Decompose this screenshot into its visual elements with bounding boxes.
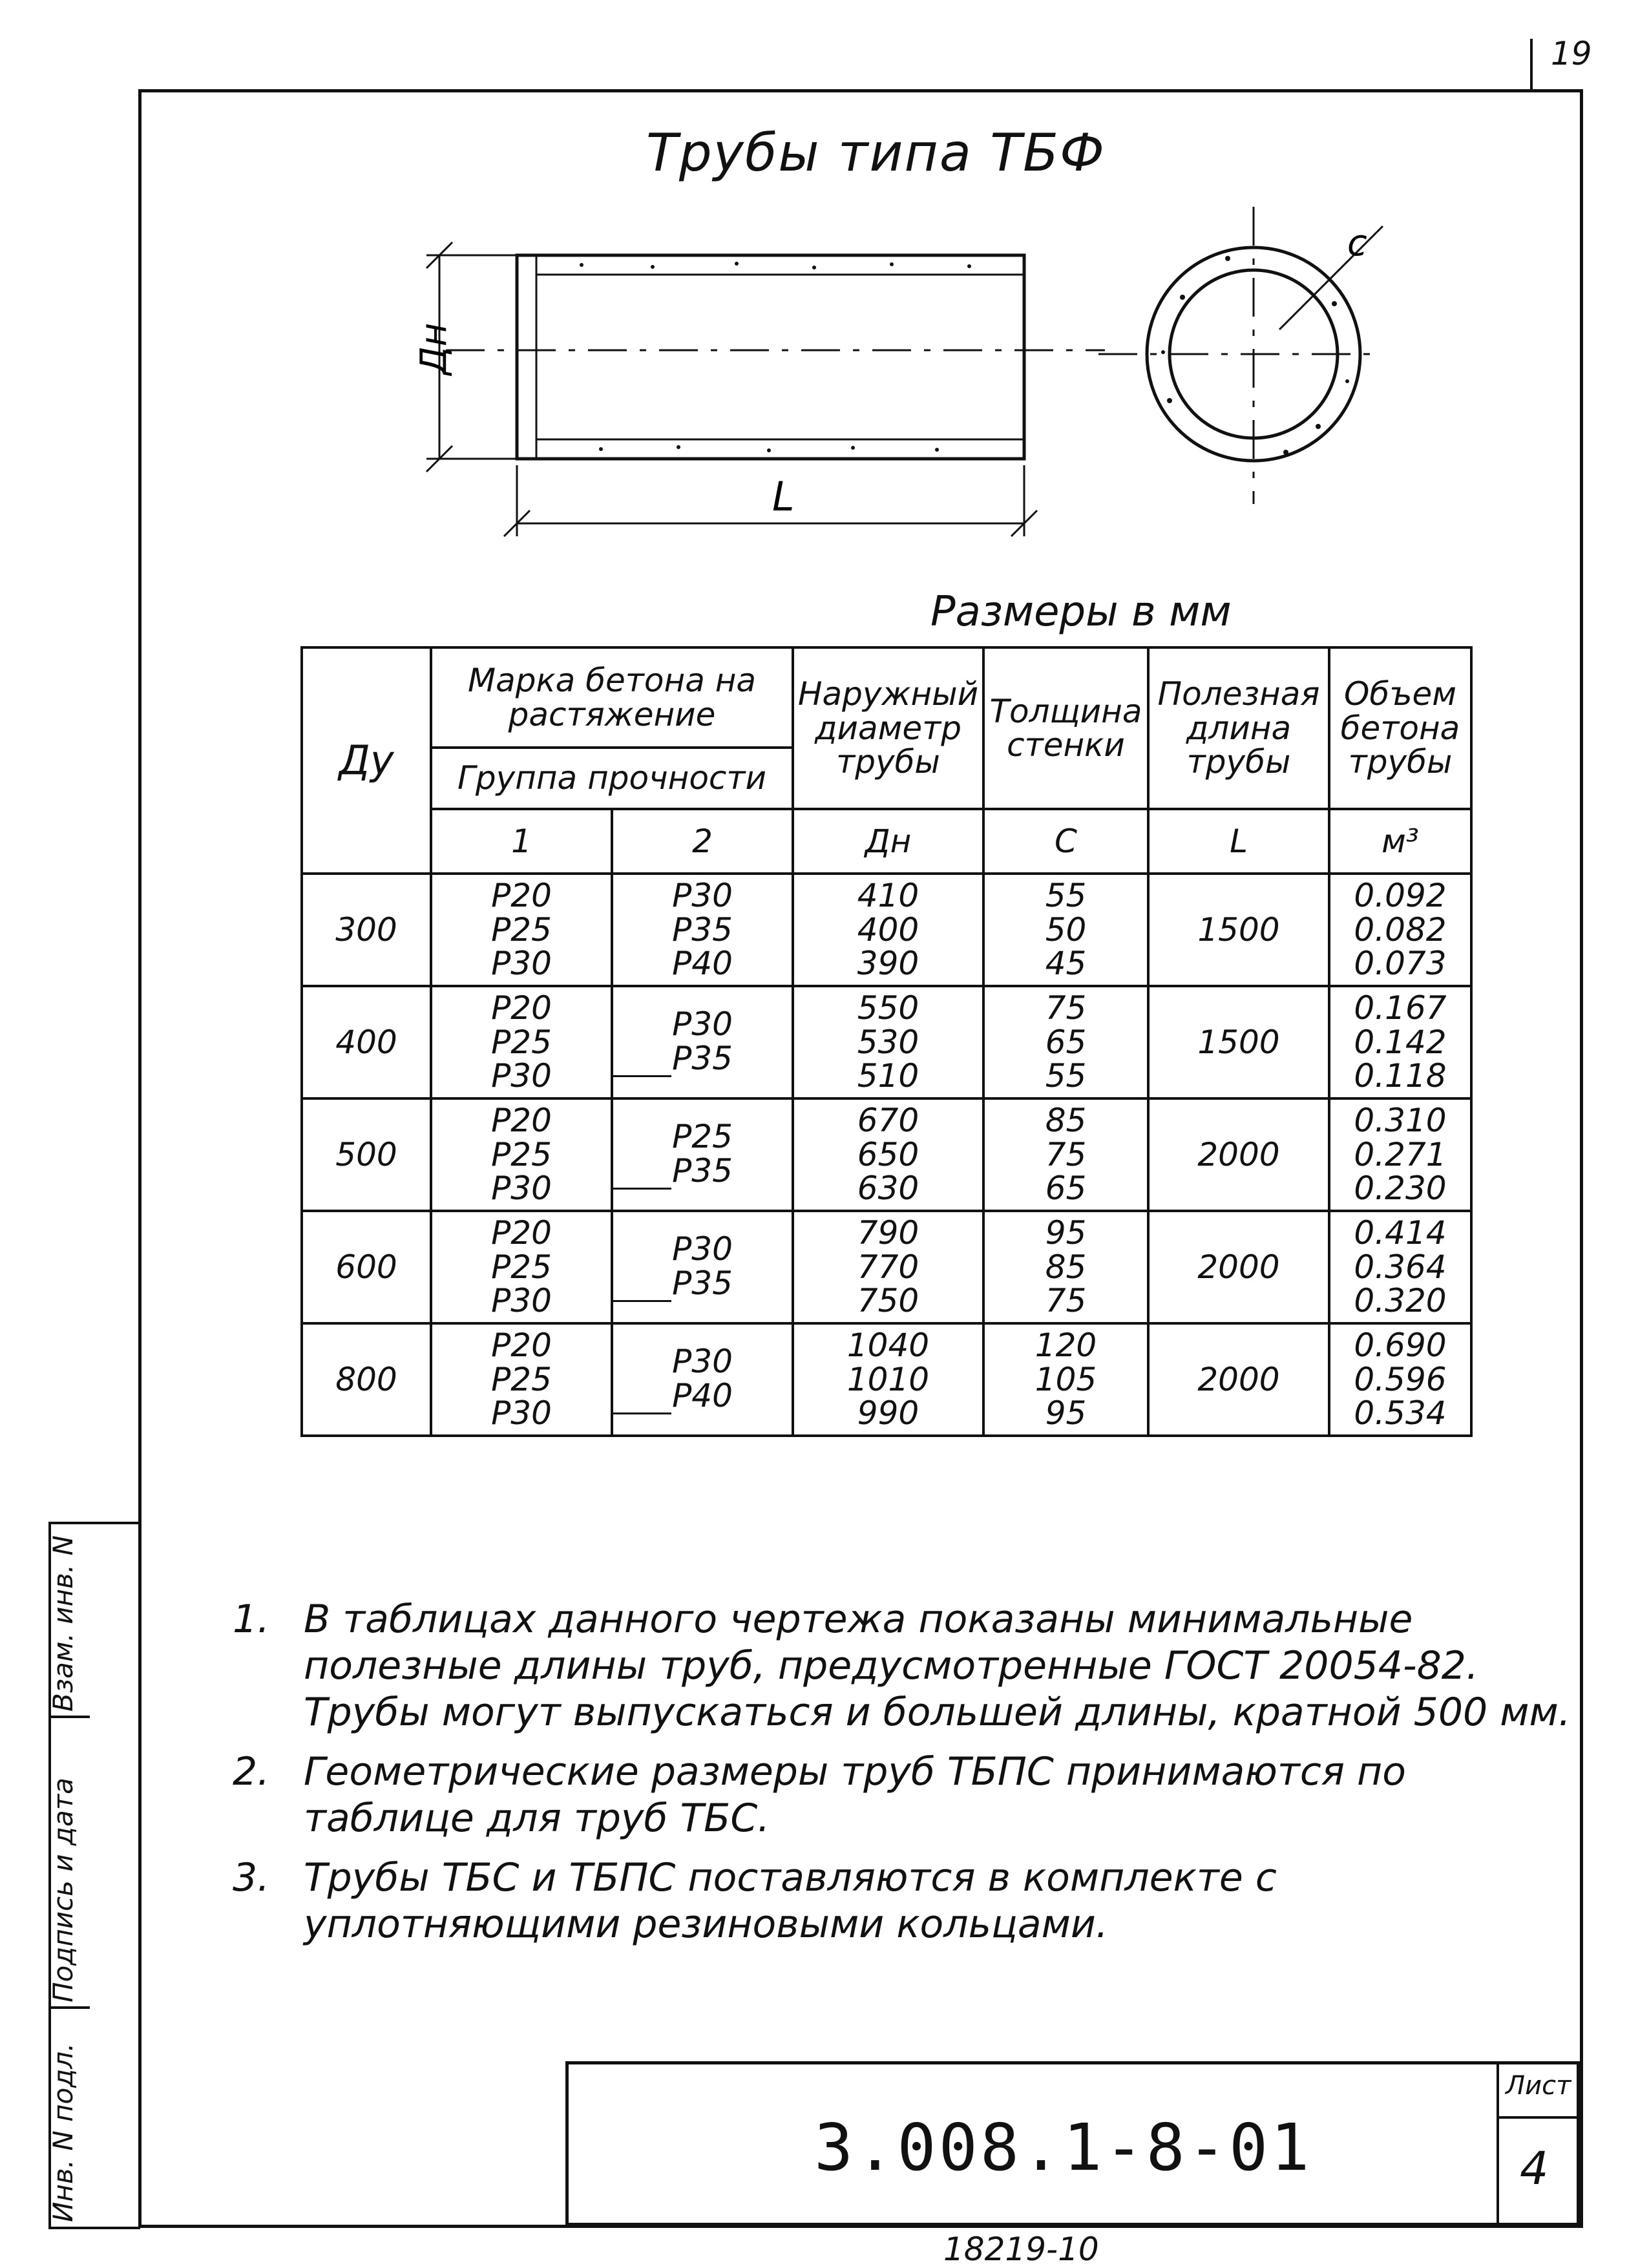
table-row [302, 1323, 1471, 1436]
cell-outer-diameter-value: 630 [857, 1170, 919, 1208]
table-row [302, 986, 1471, 1098]
cell-volume-value: 0.310 [1354, 1102, 1447, 1140]
cell-wall-thickness-value: 95 [1045, 1214, 1087, 1252]
cell-group-2-value: Р40 [672, 945, 733, 983]
cell-group-1-value: Р25 [491, 1360, 552, 1398]
pipe-spec-table [300, 646, 1473, 1437]
cell-useful-length: 1500 [1148, 986, 1329, 1098]
cell-group-2-value: Р35 [672, 1151, 733, 1190]
side-cell-vzam [47, 1524, 90, 1718]
cell-useful-length: 2000 [1148, 1211, 1329, 1323]
cell-group-2-value: Р35 [672, 910, 733, 949]
header-row-1 [302, 647, 1471, 748]
header-concrete-grade: Марка бетона на растяжение [431, 647, 793, 748]
cell-group-2-value: Р35 [672, 1264, 733, 1302]
cell-volume-value: 0.690 [1354, 1327, 1447, 1365]
header-strength-group: Группа прочности [431, 748, 793, 809]
cell-group-2 [612, 1211, 793, 1323]
cell-group-2 [612, 986, 793, 1098]
cell-volume-value: 0.092 [1354, 877, 1447, 915]
note-text: Трубы ТБС и ТБПС поставляются в комплекте с уплотняющими резиновыми кольцами. [304, 1855, 1277, 1947]
cell-wall-thickness-value: 55 [1045, 1057, 1087, 1095]
side-label-inv: Инв. N подл. [47, 2042, 79, 2222]
table-body [302, 874, 1471, 1436]
cell-group-1-value: Р20 [491, 1214, 552, 1252]
pipe-drawing [0, 0, 1649, 582]
cell-volume [1329, 1098, 1471, 1211]
cell-volume-value: 0.082 [1354, 910, 1447, 949]
cell-wall-thickness-value: 120 [1035, 1327, 1097, 1365]
cell-outer-diameter-value: 990 [857, 1394, 919, 1433]
note-1 [233, 1596, 1577, 1736]
cell-group-2 [612, 1098, 793, 1211]
cell-volume [1329, 1323, 1471, 1436]
cell-dy: 500 [302, 1098, 431, 1211]
cell-group-1-value: Р25 [491, 1248, 552, 1286]
cell-dy: 600 [302, 1211, 431, 1323]
dim-wall-leader [1279, 226, 1383, 330]
note-text: В таблицах данного чертежа показаны минимальные полезные длины труб, предусмотренные ГОСТ 20054-82. Трубы могут выпускаться и большей длины, кратной 500 мм. [304, 1597, 1571, 1735]
title-block [565, 2061, 1580, 2226]
cell-group-1-value: Р25 [491, 1023, 552, 1061]
cell-group-1-value: Р25 [491, 910, 552, 949]
sheet-divider [1499, 2116, 1577, 2119]
cell-group-2-value: Р30 [672, 877, 733, 915]
label-diameter: Дн [413, 322, 455, 375]
header-volume-unit: м³ [1329, 809, 1471, 874]
cell-group-1-value: Р30 [491, 1170, 552, 1208]
cell-outer-diameter [793, 986, 983, 1098]
cell-volume-value: 0.364 [1354, 1248, 1447, 1286]
cell-outer-diameter-value: 790 [857, 1214, 919, 1252]
cell-dy: 300 [302, 874, 431, 986]
side-label-vzam: Взам. инв. N [47, 1535, 79, 1712]
cell-wall-thickness-value: 85 [1045, 1102, 1087, 1140]
cell-group-1-value: Р30 [491, 1057, 552, 1095]
cell-wall-thickness-value: 65 [1045, 1023, 1087, 1061]
cell-outer-diameter-value: 650 [857, 1135, 919, 1173]
side-label-podpis: Подпись и дата [47, 1778, 79, 2002]
side-cell-inv [47, 2009, 90, 2229]
document-code: 3.008.1-8-01 [814, 2110, 1312, 2185]
header-dy: Ду [302, 647, 431, 874]
header-useful-length-sym: L [1148, 809, 1329, 874]
cell-wall-thickness [983, 874, 1148, 986]
cell-outer-diameter-value: 530 [857, 1023, 919, 1061]
header-group-2: 2 [612, 809, 793, 874]
bottom-code: 18219-10 [943, 2231, 1099, 2268]
notes-list [233, 1596, 1577, 1960]
cell-useful-length: 1500 [1148, 874, 1329, 986]
cell-outer-diameter-value: 550 [857, 989, 919, 1027]
pipe-side-view [426, 242, 1105, 536]
cell-volume-value: 0.414 [1354, 1214, 1447, 1252]
cell-wall-thickness-value: 55 [1045, 877, 1087, 915]
cell-volume [1329, 1211, 1471, 1323]
cell-group-1-value: Р20 [491, 1327, 552, 1365]
cell-volume-value: 0.167 [1354, 989, 1447, 1027]
cell-dy: 400 [302, 986, 431, 1098]
cell-outer-diameter-value: 750 [857, 1282, 919, 1320]
header-volume: Объем бетона трубы [1329, 647, 1471, 809]
cell-group-1-value: Р30 [491, 1394, 552, 1433]
header-outer-diameter: Наружный диаметр трубы [793, 647, 983, 809]
cell-group-1-value: Р30 [491, 945, 552, 983]
cell-outer-diameter-value: 400 [857, 910, 919, 949]
label-length: L [772, 473, 795, 520]
pipe-wall-hatching [580, 262, 971, 452]
cell-volume-value: 0.596 [1354, 1360, 1447, 1398]
note-number: 1. [233, 1597, 270, 1642]
side-cell-podpis [47, 1718, 90, 2009]
sheet-box [1497, 2064, 1577, 2223]
pipe-cross-section [1098, 207, 1383, 504]
cell-outer-diameter-value: 670 [857, 1102, 919, 1140]
note-2 [233, 1748, 1577, 1842]
cell-group-1-value: Р20 [491, 1102, 552, 1140]
cell-group-1-value: Р20 [491, 877, 552, 915]
cell-volume-value: 0.230 [1354, 1170, 1447, 1208]
header-wall-thickness-sym: С [983, 809, 1148, 874]
cell-wall-thickness-value: 75 [1045, 1135, 1087, 1173]
cell-group-2-value: Р25 [672, 1118, 733, 1155]
page-number: 19 [1551, 35, 1592, 72]
header-outer-diameter-sym: Дн [793, 809, 983, 874]
cell-group-2-value: Р30 [672, 1230, 733, 1268]
side-stamp [48, 1522, 140, 2229]
cell-outer-diameter [793, 874, 983, 986]
cell-outer-diameter [793, 1098, 983, 1211]
cell-wall-thickness [983, 986, 1148, 1098]
table-row [302, 874, 1471, 986]
cell-group-1 [431, 986, 612, 1098]
cell-volume [1329, 986, 1471, 1098]
cell-wall-thickness [983, 1098, 1148, 1211]
cell-volume-value: 0.320 [1354, 1282, 1447, 1320]
header-group-1: 1 [431, 809, 612, 874]
ring-hatching [1161, 256, 1349, 455]
cell-group-1-value: Р25 [491, 1135, 552, 1173]
note-text: Геометрические размеры труб ТБПС принимаются по таблице для труб ТБС. [304, 1749, 1406, 1841]
note-number: 3. [233, 1855, 270, 1900]
cell-group-2-value: Р40 [672, 1376, 733, 1414]
cell-volume-value: 0.073 [1354, 945, 1447, 983]
cell-wall-thickness-value: 45 [1045, 945, 1087, 983]
cell-outer-diameter [793, 1323, 983, 1436]
cell-group-2-value: Р35 [672, 1039, 733, 1077]
sheet-number: 4 [1520, 2142, 1549, 2195]
cell-outer-diameter-value: 510 [857, 1057, 919, 1095]
cell-wall-thickness-value: 105 [1035, 1360, 1097, 1398]
cell-dy: 800 [302, 1323, 431, 1436]
cell-outer-diameter-value: 1040 [846, 1327, 930, 1365]
cell-volume-value: 0.534 [1354, 1394, 1447, 1433]
cell-outer-diameter-value: 770 [857, 1248, 919, 1286]
cell-wall-thickness [983, 1211, 1148, 1323]
table-row [302, 1211, 1471, 1323]
table-row [302, 1098, 1471, 1211]
cell-useful-length: 2000 [1148, 1323, 1329, 1436]
note-number: 2. [233, 1749, 270, 1794]
note-3 [233, 1854, 1577, 1948]
cell-group-1 [431, 1211, 612, 1323]
header-useful-length: Полезная длина трубы [1148, 647, 1329, 809]
cell-group-2 [612, 1323, 793, 1436]
cell-group-1 [431, 1323, 612, 1436]
cell-volume-value: 0.118 [1354, 1057, 1447, 1095]
cell-group-1 [431, 874, 612, 986]
cell-wall-thickness-value: 85 [1045, 1248, 1087, 1286]
cell-outer-diameter [793, 1211, 983, 1323]
cell-group-1-value: Р30 [491, 1282, 552, 1320]
cell-outer-diameter-value: 1010 [846, 1360, 930, 1398]
cell-group-2-value: Р30 [672, 1005, 733, 1043]
cell-wall-thickness-value: 95 [1045, 1394, 1087, 1433]
cell-useful-length: 2000 [1148, 1098, 1329, 1211]
cell-wall-thickness-value: 65 [1045, 1170, 1087, 1208]
units-note: Размеры в мм [930, 588, 1232, 636]
cell-group-2 [612, 874, 793, 986]
label-wall: с [1347, 222, 1367, 264]
pipe-outline [517, 255, 1024, 459]
cell-wall-thickness-value: 50 [1045, 910, 1087, 949]
page-title: Трубы типа ТБФ [646, 123, 1106, 183]
cell-volume-value: 0.271 [1354, 1135, 1447, 1173]
cell-group-1 [431, 1098, 612, 1211]
cell-group-2-value: Р30 [672, 1343, 733, 1380]
cell-group-1-value: Р20 [491, 989, 552, 1027]
cell-outer-diameter-value: 390 [857, 945, 919, 983]
sheet-label: Лист [1506, 2071, 1571, 2101]
cell-wall-thickness [983, 1323, 1148, 1436]
cell-outer-diameter-value: 410 [857, 877, 919, 915]
header-wall-thickness: Толщина стенки [983, 647, 1148, 809]
cell-volume-value: 0.142 [1354, 1023, 1447, 1061]
header-row-3 [302, 809, 1471, 874]
cell-volume [1329, 874, 1471, 986]
cell-wall-thickness-value: 75 [1045, 989, 1087, 1027]
cell-wall-thickness-value: 75 [1045, 1282, 1087, 1320]
